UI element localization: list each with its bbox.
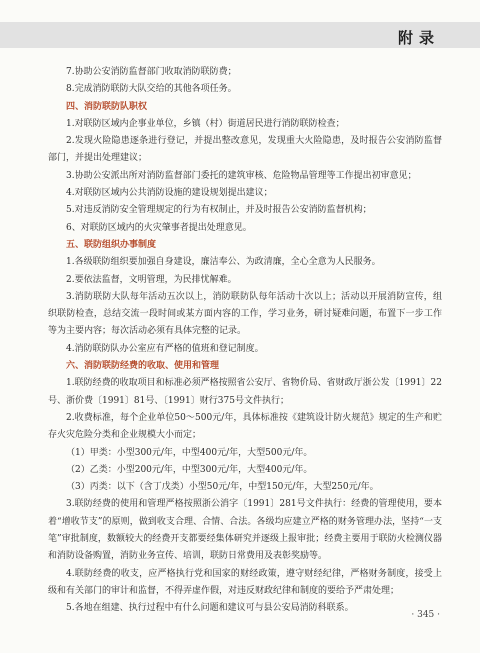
section-heading: 五、联防组织办事制度 <box>66 239 157 250</box>
paragraph: 1.对联防区域内企事业单位，乡镇（村）街道居民进行消防联防检查； <box>66 118 345 129</box>
paragraph: 5.对违反消防安全管理规定的行为有权制止，并及时报告公安消防监督机构； <box>66 205 372 216</box>
list-item: （1）甲类：小型300元/年，中型400元/年，大型500元/年。 <box>66 447 313 458</box>
paragraph: 2.发现火险隐患逐条进行登记，并提出整改意见，发现重大火险隐患，及时报告公安消防监督部门，并提出处理建议； <box>48 136 442 164</box>
paragraph: 4.联防经费的收支，应严格执行党和国家的财经政策，遵守财经纪律，严格财务制度，接受上级和有关部门的审计和监督，不得弄虚作假，对违反财政纪律和制度的要给予严肃处理； <box>48 568 442 596</box>
paragraph: 1.联防经费的收取项目和标准必须严格按照省公安厅、省物价局、省财政厅浙公发〔1991〕22号、浙价费〔1991〕81号、〔1991〕财行375号文件执行； <box>48 378 442 406</box>
paragraph: 3.消防联防大队每年活动五次以上，消防联防队每年活动十次以上；活动以开展消防宣传，组织联防检查，总结交流一段时间或某方面内容的工作，学习业务，研讨疑难问题，布置下一步工作等为主要内容；每次活动必须有具体完整的记录。 <box>48 291 442 337</box>
list-item: （2）乙类：小型200元/年，中型300元/年，大型400元/年。 <box>66 464 313 475</box>
section-heading: 四、消防联防队职权 <box>66 101 148 112</box>
paragraph: 1.各级联防组织要加强自身建设，廉洁奉公、为政清廉，全心全意为人民服务。 <box>66 257 381 268</box>
running-header-title: 附录 <box>397 29 440 47</box>
paragraph: 4.对联防区域内公共消防设施的建设规划提出建议； <box>66 188 273 199</box>
paragraph: 3.协助公安派出所对消防监督部门委托的建筑审核、危险物品管理等工作提出初审意见； <box>66 170 417 181</box>
page-number: · 345 · <box>411 610 440 620</box>
section-heading: 六、消防联防经费的收取、使用和管理 <box>66 361 220 372</box>
paragraph: 7.协助公安消防监督部门收取消防联防费； <box>66 67 237 77</box>
paragraph: 5.各地在组建、执行过程中有什么问题和建议可与县公安局消防科联系。 <box>66 603 354 614</box>
paragraph: 2.收费标准，每个企业单位50～500元/年，具体标准按《建筑设计防火规范》规定的生产和贮存火灾危险分类和企业规模大小而定； <box>48 412 442 441</box>
paragraph: 3.联防经费的使用和管理严格按照浙公消字〔1991〕281号文件执行：经费的管理使用，要本着“增收节支”的原则，做到收支合理、合情、合法。各级均应建立严格的财务管理办法，坚持“一支笔”审批制度，数额较大的经费开支都要经集体研究并逐级上报审批；经费主要用于联防火检测仪器和消防设备购置，消防业务宣传、培训，联防日常费用及表彰奖励等。 <box>48 499 442 562</box>
paragraph: 4.消防联防队办公室应有严格的值班和登记制度。 <box>66 343 264 354</box>
page-content <box>48 64 442 618</box>
paragraph: 8.完成消防联防大队交给的其他各项任务。 <box>66 84 237 95</box>
paragraph: 2.要依法监督，文明管理，为民排忧解难。 <box>66 274 237 285</box>
paragraph: 6、对联防区域内的火灾肇事者提出处理意见。 <box>66 222 252 233</box>
list-item: （3）丙类：以下（含丁戊类）小型50元/年，中型150元/年，大型250元/年。 <box>66 482 379 493</box>
